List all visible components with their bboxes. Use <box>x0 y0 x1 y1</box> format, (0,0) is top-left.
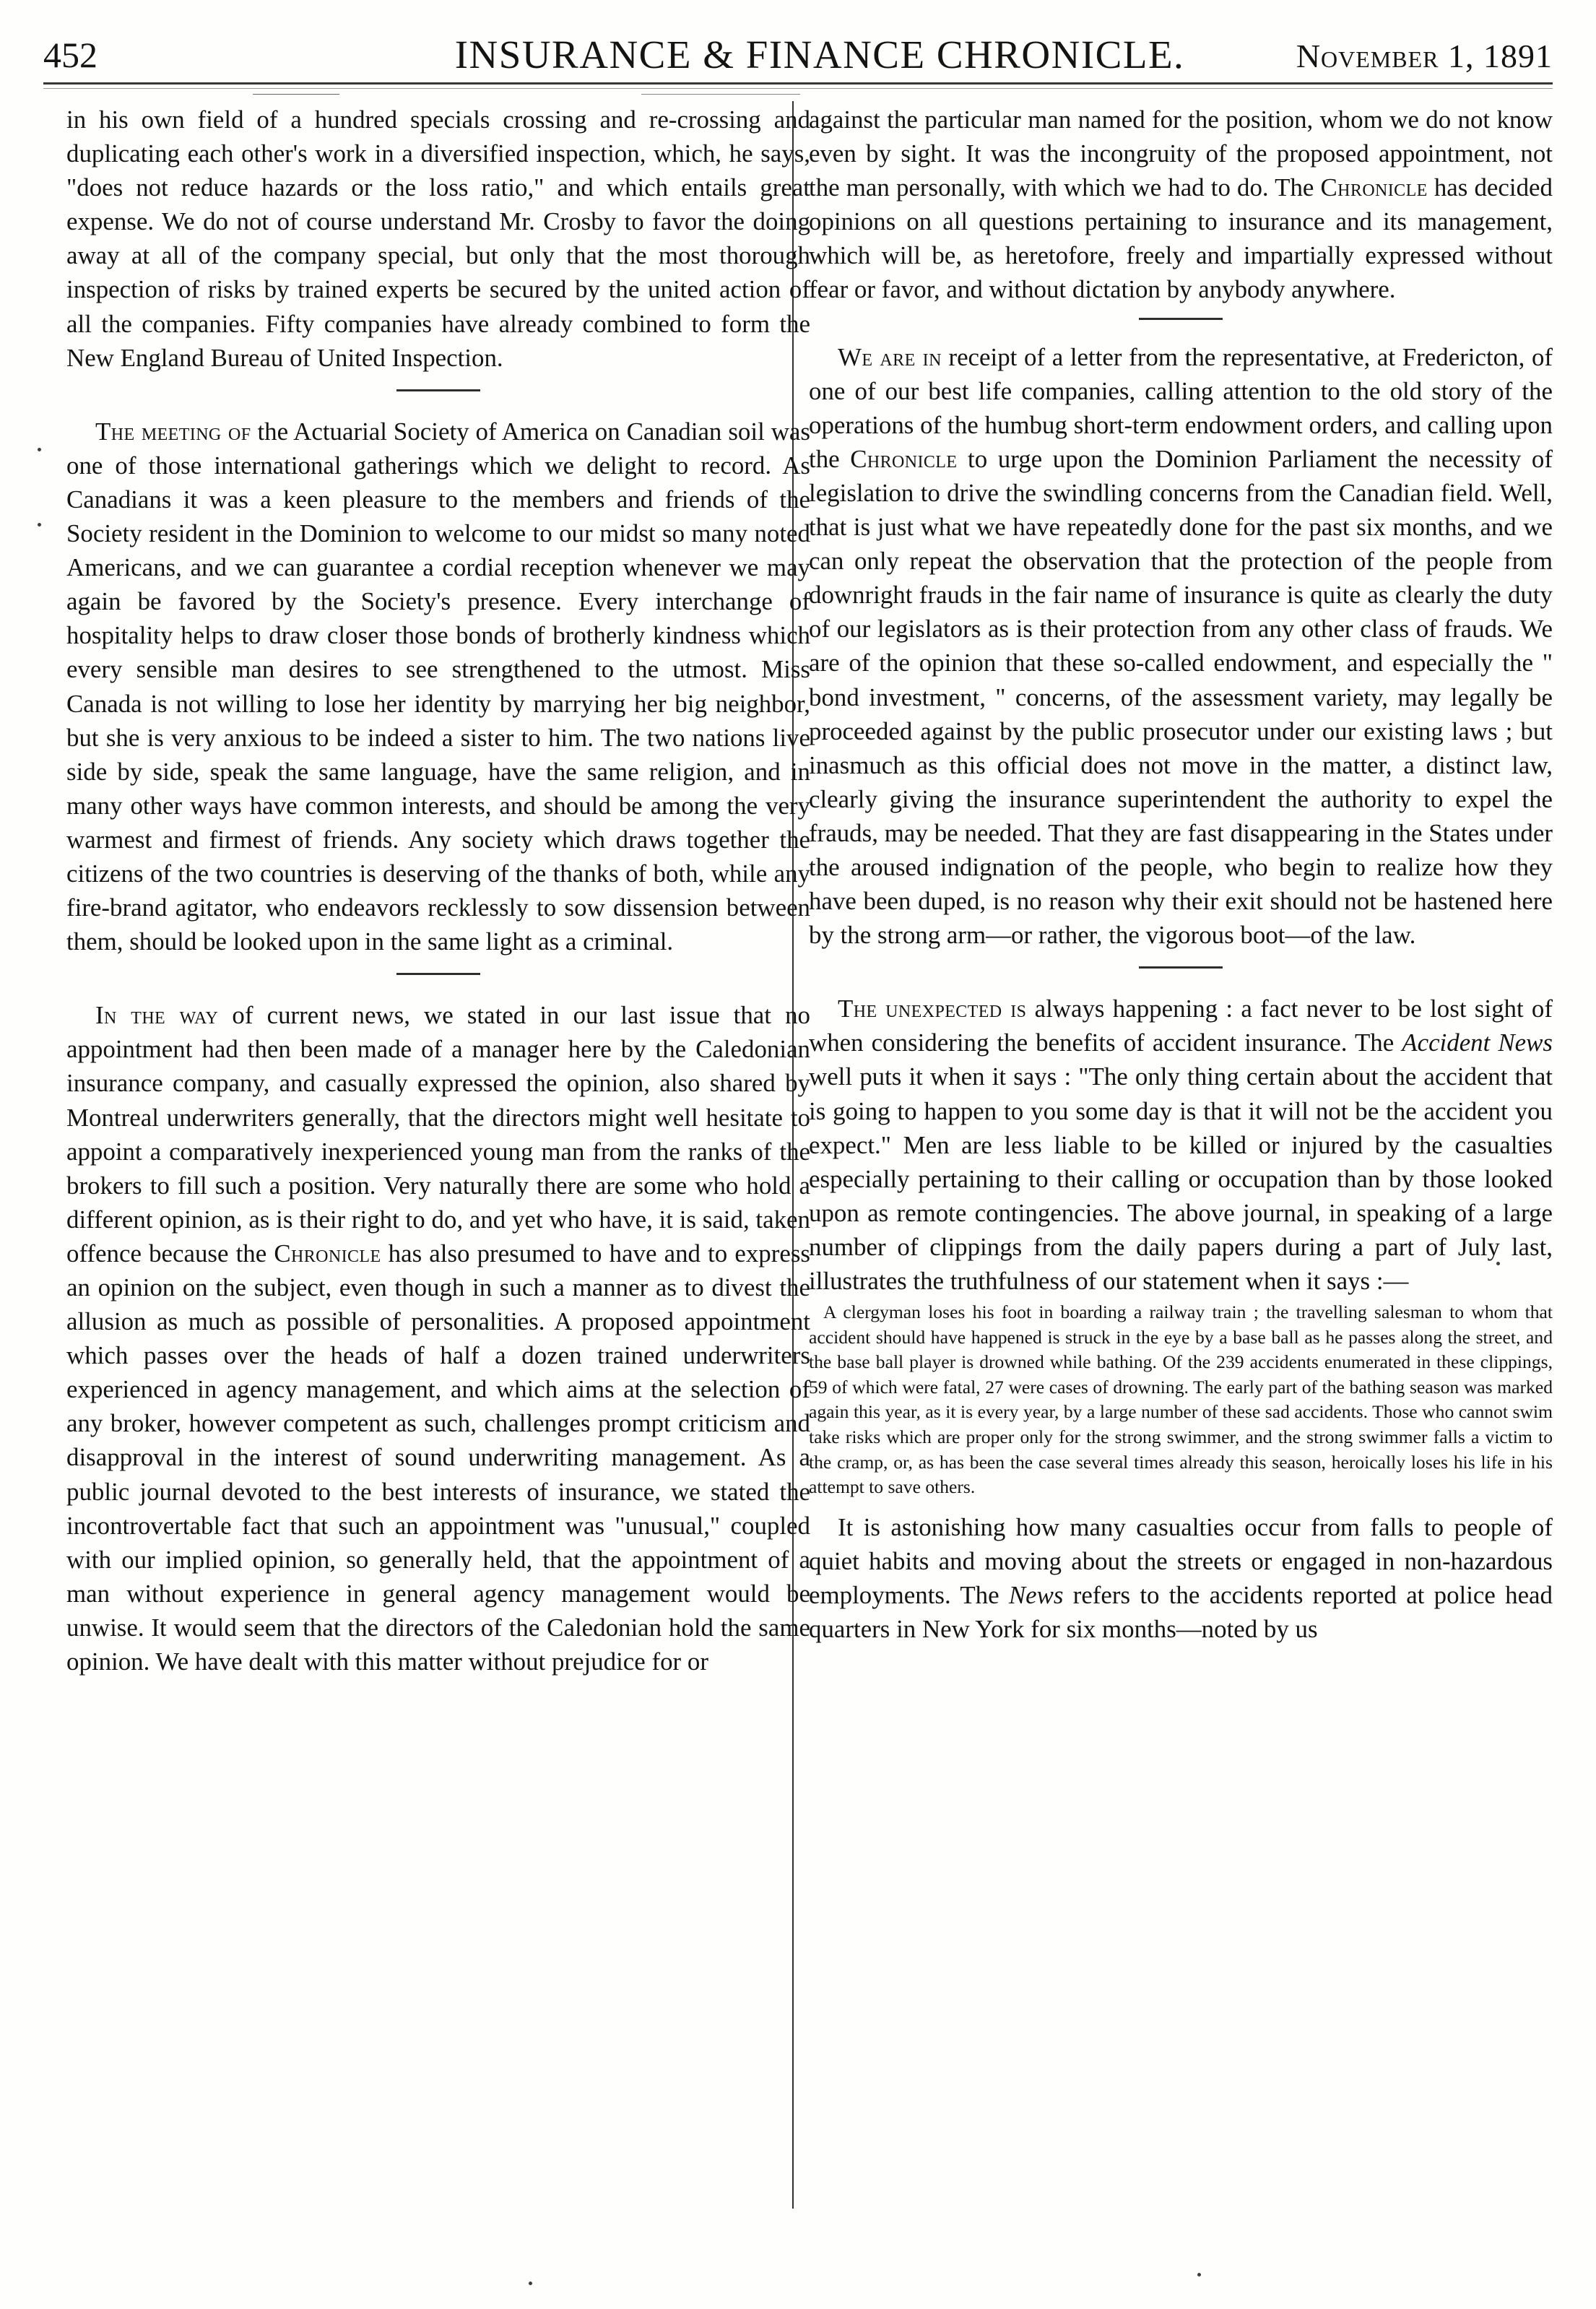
section-lead: In the way <box>95 1001 219 1030</box>
article-separator <box>1139 966 1223 969</box>
paragraph-text: It is astonishing how many casualties occur from falls to people of quiet habits and moving about the streets or engaged in non-hazardous employments. The <box>809 1512 1553 1610</box>
paragraph-text-continued: to urge upon the Dominion Parliament the necessity of legislation to drive the swindling concerns from the Canadian field. Well, that is just what we have repeatedly done for the past six months, and we can only repeat the observation that the protection of the people from downright frauds in the fair name of insurance is quite as clearly the duty of our legislators as is their protection from any other class of frauds. We are of the opinion that these so-called endowment, and especially the " bond investment, " concerns, of the assessment variety, may legally be proceeded against by the public prosecutor under our existing laws ; but inasmuch as this official does not move in the matter, a distinct law, clearly giving the insurance superintendent the authority to expel the frauds, may be needed. That they are fast disappearing in the States under the aroused indignation of the people, who begin to realize how they have been duped, is no reason why their exit should not be hastened here by the strong arm—or rather, the vigorous boot—of the law. <box>809 444 1553 950</box>
paragraph-text-continued: has also presumed to have and to express an opinion on the subject, even though in such a manner as to divest the allusion as much as possible of personalities. A proposed appointment which passes over the heads of half a dozen trained underwriters experienced in agency management, and which aims at the selection of any broker, however competent as such, challenges prompt criticism and disapproval in the interest of sound underwriting management. As a public journal devoted to the best interests of insurance, we stated the incontrovertable fact that such an appointment was "unusual," coupled with our implied opinion, so generally held, that the appointment of a man without experience in general agency management would be unwise. It would seem that the directors of the Caledonian hold the same opinion. We have dealt with this matter without prejudice for or <box>66 1239 810 1676</box>
article-separator <box>396 389 480 391</box>
right-paragraph-2 <box>809 340 1553 953</box>
print-speck <box>1496 1262 1500 1265</box>
paragraph-text-continued: well puts it when it says : "The only thing certain about the accident that is going to happen to you some day is that it will not be the accident you expect." Men are less liable to be killed or injured by the casualties especially pertaining to their calling or occupation than by those looked upon as remote contingencies. The above journal, in speaking of a large number of clippings from the daily papers during a part of July last, illustrates the truthfulness of our statement when it says :— <box>809 1062 1553 1295</box>
chronicle-name: Chronicle <box>850 444 958 473</box>
section-lead: The meeting of <box>95 417 251 446</box>
publication-name: News <box>1008 1581 1064 1610</box>
paragraph-text: always happening : a fact never to be lost sight of when considering the benefits of accident insurance. The <box>809 995 1553 1057</box>
left-paragraph-3 <box>66 998 810 1678</box>
chronicle-name: Chronicle <box>274 1239 381 1268</box>
article-separator <box>396 973 480 975</box>
right-paragraph-1 <box>809 103 1553 307</box>
chronicle-name: Chronicle <box>1320 173 1428 202</box>
header-rule-thin <box>43 88 1553 89</box>
left-paragraph-1: in his own field of a hundred specials crossing and re-crossing and duplicating each other's work in a diversified inspection, which, he says, "does not reduce hazards or the loss ratio," and which entails great expense. We do not of course understand Mr. Crosby to favor the doing away at all of the company special, but only that the most thorough inspection of risks by trained experts be secured by the united action of all the companies. Fifty companies have already combined to form the New England Bureau of United Inspection. <box>66 105 810 372</box>
right-paragraph-3 <box>809 992 1553 1298</box>
section-lead: We are in <box>838 342 942 371</box>
issue-date: November 1, 1891 <box>1296 38 1553 74</box>
paragraph-text: against the particular man named for the position, whom we do not know even by sight. It was the incongruity of the proposed appointment, not the man personally, with which we had to do. The <box>809 105 1553 202</box>
page-header <box>43 30 1553 82</box>
right-paragraph-4 <box>809 1510 1553 1646</box>
quoted-extract: A clergyman loses his foot in boarding a railway train ; the travelling salesman to whom that accident should have happened is struck in the eye by a base ball as he passes along the street, and the base ball player is drowned while bathing. Of the 239 accidents enumerated in these clippings, 59 of which were fatal, 27 were cases of drowning. The early part of the bathing season was marked again this year, as it is every year, by a large number of these sad accidents. Those who cannot swim take risks which are proper only for the strong swimmer, and the strong swimmer falls a victim to the cramp, or, as has been the case several times already this season, heroically loses his life in his attempt to save others. <box>809 1301 1553 1498</box>
paragraph-text-continued: refers to the accidents reported at police head quarters in New York for six months—noted by us <box>809 1581 1553 1644</box>
article-separator <box>1139 318 1223 320</box>
right-column <box>809 103 1553 1646</box>
paragraph-text: the Actuarial Society of America on Canadian soil was one of those international gatherings which we delight to record. As Canadians it was a keen pleasure to the members and friends of the Society resident in the Dominion to welcome to our midst so many noted Americans, and we can guarantee a cordial reception whenever we may again be favored by the Society's presence. Every interchange of hospitality helps to draw closer those bonds of brotherly kindness which every sensible man desires to see strengthened to the utmost. Miss Canada is not willing to lose her identity by marrying her big neighbor, but she is very anxious to be indeed a sister to him. The two nations live side by side, speak the same language, have the same religion, and in many other ways have common interests, and should be among the very warmest and firmest of friends. Any society which draws together the citizens of the two countries is deserving of the thanks of both, while any fire-brand agitator, who endeavors recklessly to sow dissension between them, should be looked upon in the same light as a criminal. <box>66 417 810 956</box>
header-mark-right <box>641 94 800 95</box>
print-speck <box>1197 2273 1201 2276</box>
left-column <box>66 103 810 1678</box>
paragraph-text-continued: has decided opinions on all questions pertaining to insurance and its management, which will be, as heretofore, freely and impartially expressed without fear or favor, and without dictation by anybody anywhere. <box>809 173 1553 304</box>
paragraph-text: receipt of a letter from the representative, at Fredericton, of one of our best life companies, calling attention to the old story of the operations of the humbug short-term endowment orders, and calling upon the <box>809 342 1553 473</box>
header-mark-left <box>253 94 339 95</box>
journal-title: INSURANCE & FINANCE CHRONICLE. <box>454 33 1185 77</box>
paragraph-text: of current news, we stated in our last issue that no appointment had then been made of a manager here by the Caledonian insurance company, and casually expressed the opinion, also shared by Montreal underwriters generally, that the directors might well hesitate to appoint a comparatively inexperienced young man from the ranks of the brokers to fill such a position. Very naturally there are some who hold a different opinion, as is their right to do, and yet who have, it is said, taken offence because the <box>66 1001 810 1268</box>
print-speck <box>38 448 41 451</box>
left-paragraph-2 <box>66 415 810 959</box>
section-lead: The unexpected is <box>838 995 1027 1023</box>
publication-name: Accident News <box>1402 1028 1553 1057</box>
print-speck <box>529 2282 532 2285</box>
page-number: 452 <box>43 35 97 75</box>
header-rule <box>43 82 1553 85</box>
print-speck <box>38 523 41 527</box>
